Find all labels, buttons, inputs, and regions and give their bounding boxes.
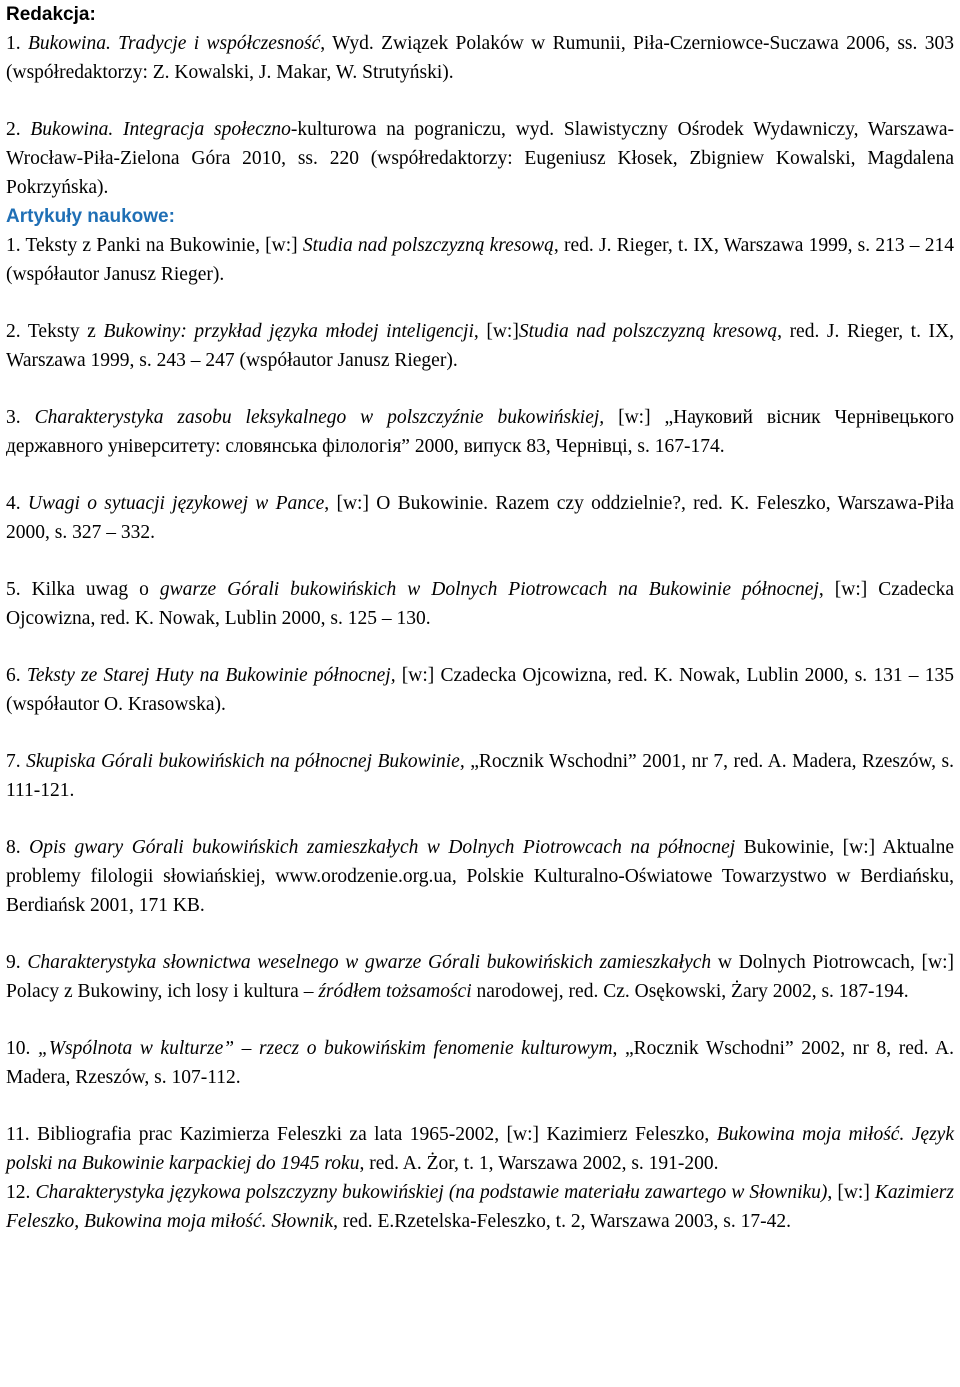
article-entry-8	[6, 833, 954, 920]
entry-number: 1.	[6, 33, 21, 54]
entry-text: Teksty z Panki na Bukowinie, [w:]	[20, 235, 303, 256]
article-entry-9	[6, 948, 954, 1006]
entry-title: Bukowina. Tradycje i współczesność	[27, 33, 321, 54]
entry-text	[30, 1038, 38, 1059]
entry-number: 7.	[6, 751, 21, 772]
entry-title: Bukowina. Integracja społeczno-	[30, 119, 298, 140]
entry-number: 12.	[6, 1182, 31, 1203]
entry-title: Charakterystyka językowa polszczyzny bukowińskiej (na podstawie materiału zawartego w Słowniku)	[35, 1182, 828, 1203]
entry-title: Studia nad polszczyzną kresową	[518, 321, 778, 342]
entry-details: kulturowa na pograniczu, wyd. Slawistyczny Ośrodek Wydawniczy, Warszawa-Wrocław-Piła-Zielona Góra 2010, ss. 220 (współredaktorzy: Eugeniusz Kłosek, Zbigniew Kowalski, Magdalena Pokrzyńska).	[6, 119, 954, 198]
entry-number: 3.	[6, 407, 21, 428]
article-entry-4	[6, 489, 954, 547]
entry-details: [w:] Czadecka Ojcowizna, red. K. Nowak, Lublin 2000, s. 131 – 135 (współautor O. Krasowska).	[6, 665, 955, 715]
entry-details: , [w:] O Bukowinie. Razem czy oddzielnie?, red. K. Feleszko, Warszawa-Piła 2000, s. 327 – 332.	[6, 493, 955, 543]
entry-details: Bukowinie, [w:] Aktualne problemy filologii słowiańskiej, www.orodzenie.org.ua, Polskie Kulturalno-Oświatowe Towarzystwo w Berdiańsku, Berdiańsk 2001, 171 KB.	[6, 837, 955, 916]
redakcja-entry-1	[6, 29, 954, 87]
article-entry-7	[6, 747, 954, 805]
entry-text: Kilka uwag o	[20, 579, 160, 600]
article-entry-2	[6, 317, 954, 375]
article-entry-12	[6, 1178, 954, 1236]
entry-details: „Rocznik Wschodni” 2001, nr 7, red. A. Madera, Rzeszów, s. 111-121.	[6, 751, 955, 801]
entry-number: 2.	[6, 119, 21, 140]
entry-details: , „Rocznik Wschodni” 2002, nr 8, red. A. Madera, Rzeszów, s. 107-112.	[6, 1038, 954, 1088]
entry-number: 9.	[6, 952, 21, 973]
entry-details: , red. A. Żor, t. 1, Warszawa 2002, s. 191-200.	[359, 1153, 719, 1174]
entry-number: 1.	[6, 235, 21, 256]
article-entry-1	[6, 231, 954, 289]
entry-number: 5.	[6, 579, 21, 600]
entry-text: Bibliografia prac Kazimierza Feleszki za lata 1965-2002, [w:] Kazimierz Feleszko,	[29, 1124, 717, 1145]
entry-title: „Wspólnota w kulturze” – rzecz o bukowińskim fenomenie kulturowym	[37, 1038, 613, 1059]
entry-title: Kazimierz Feleszko, Bukowina moja miłość. Słownik	[6, 1182, 954, 1232]
entry-details: , Wyd. Związek Polaków w Rumunii, Piła-Czerniowce-Suczawa 2006, ss. 303 (współredaktorzy: Z. Kowalski, J. Makar, W. Strutyński).	[6, 33, 954, 83]
entry-title: Charakterystyka słownictwa weselnego w gwarze Górali bukowińskich zamieszkałych	[27, 952, 712, 973]
entry-text	[21, 493, 28, 514]
entry-number: 4.	[6, 493, 21, 514]
article-entry-3	[6, 403, 954, 461]
article-entry-11	[6, 1120, 954, 1178]
entry-title: Teksty ze Starej Huty na Bukowinie północnej,	[26, 665, 396, 686]
article-entry-6	[6, 661, 954, 719]
entry-title: Opis gwary Górali bukowińskich zamieszkałych w Dolnych Piotrowcach na północnej	[29, 837, 736, 858]
article-entry-10	[6, 1034, 954, 1092]
entry-title: Skupiska Górali bukowińskich na północnej Bukowinie,	[26, 751, 465, 772]
entry-number: 11.	[6, 1124, 30, 1145]
entry-text: Teksty z	[20, 321, 104, 342]
heading-redakcja: Redakcja:	[6, 4, 96, 25]
heading-artykuly: Artykuły naukowe:	[6, 206, 175, 227]
entry-title: Charakterystyka zasobu leksykalnego w polszczyźnie bukowińskiej,	[34, 407, 605, 428]
entry-text: , [w:]	[827, 1182, 875, 1203]
entry-details: , red. E.Rzetelska-Feleszko, t. 2, Warszawa 2003, s. 17-42.	[333, 1211, 791, 1232]
entry-title: Bukowina moja miłość. Język polski na Bukowinie karpackiej do 1945 roku	[6, 1124, 954, 1174]
entry-text	[21, 407, 35, 428]
entry-title: źródłem tożsamości	[318, 981, 472, 1002]
entry-details: [w:] „Науковий вісник Чернівецького державного університету: словянська філологія” 2000, випуск 83, Чернівці, s. 167-174.	[6, 407, 955, 457]
entry-number: 10.	[6, 1038, 31, 1059]
entry-title: gwarze Górali bukowińskich w Dolnych Piotrowcach na Bukowinie północnej	[159, 579, 819, 600]
entry-title: Uwagi o sytuacji językowej w Pance	[27, 493, 325, 514]
entry-number: 6.	[6, 665, 21, 686]
entry-text: , [w:]	[473, 321, 519, 342]
entry-title: Studia nad polszczyzną kresową	[302, 235, 554, 256]
entry-details: narodowej, red. Cz. Osękowski, Żary 2002, s. 187-194.	[471, 981, 909, 1002]
entry-number: 2.	[6, 321, 21, 342]
entry-details: , [w:] Czadecka Ojcowizna, red. K. Nowak, Lublin 2000, s. 125 – 130.	[6, 579, 954, 629]
article-entry-5	[6, 575, 954, 633]
entry-details: , red. J. Rieger, t. IX, Warszawa 1999, s. 213 – 214 (współautor Janusz Rieger).	[6, 235, 954, 285]
entry-number: 8.	[6, 837, 21, 858]
entry-text: w Dolnych Piotrowcach, [w:] Polacy z Bukowiny, ich losy i kultura –	[6, 952, 955, 1002]
entry-details: , red. J. Rieger, t. IX, Warszawa 1999, s. 243 – 247 (współautor Janusz Rieger).	[6, 321, 955, 371]
entry-title: Bukowiny: przykład języka młodej inteligencji	[103, 321, 474, 342]
entry-text	[21, 837, 30, 858]
redakcja-entry-2	[6, 115, 954, 202]
